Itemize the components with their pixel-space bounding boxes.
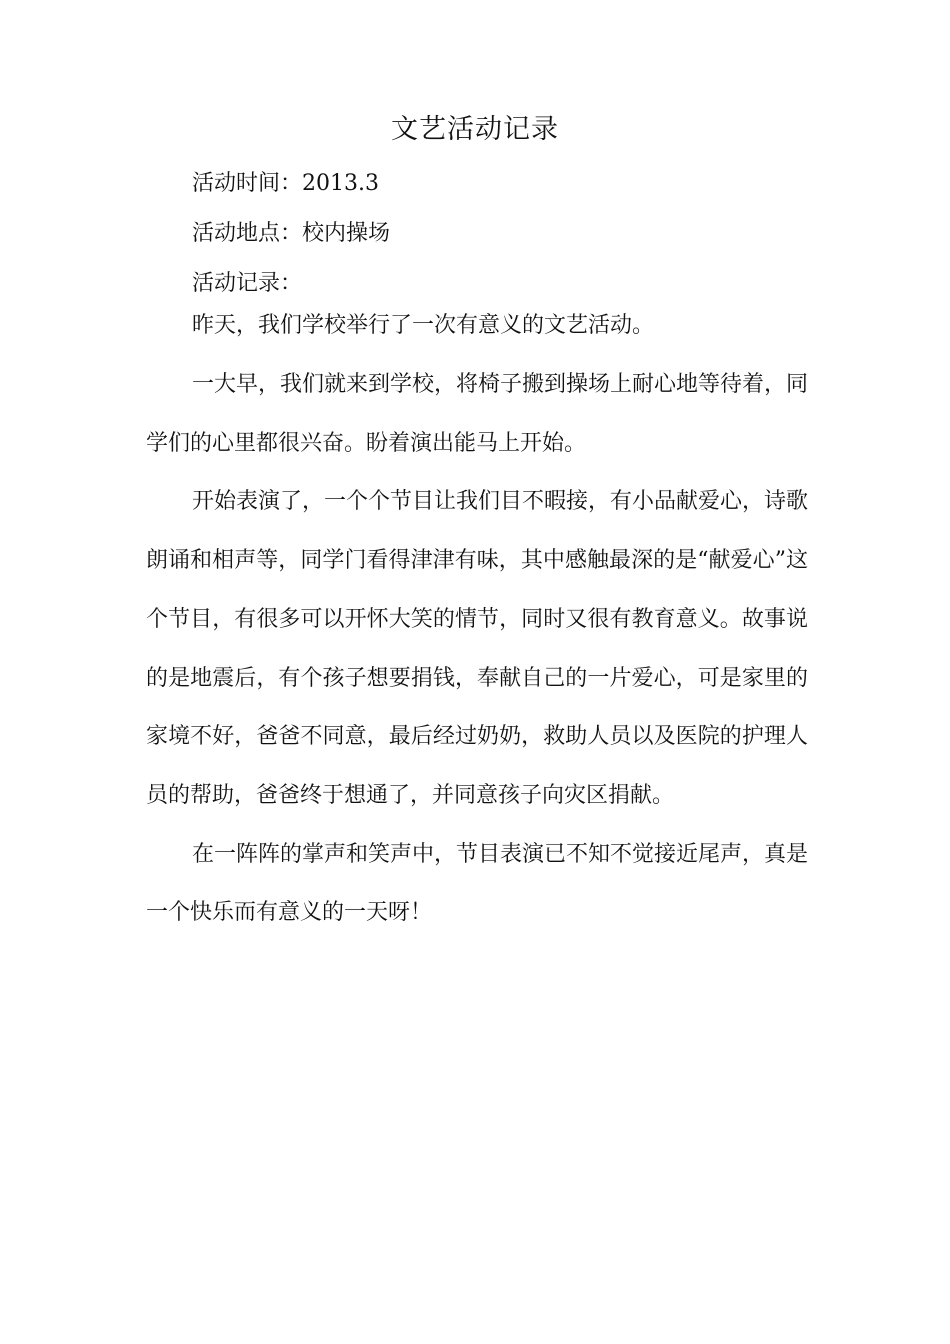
paragraph-performance: 开始表演了，一个个节目让我们目不暇接，有小品献爱心，诗歌朗诵和相声等，同学门看得津津有味，其中感触最深的是“献爱心”这个节目，有很多可以开怀大笑的情节，同时又很有教育意义。故事说的是地震后，有个孩子想要捐钱，奉献自己的一片爱心，可是家里的家境不好，爸爸不同意，最后经过奶奶，救助人员以及医院的护理人员的帮助，爸爸终于想通了，并同意孩子向灾区捐献。 <box>146 489 809 808</box>
activity-time: 活动时间：2013.3 <box>192 171 379 196</box>
record-body <box>146 356 808 943</box>
paragraph-morning: 一大早，我们就来到学校，将椅子搬到操场上耐心地等待着，同学们的心里都很兴奋。盼着演出能马上开始。 <box>146 372 809 456</box>
paragraph-ending: 在一阵阵的掌声和笑声中，节目表演已不知不觉接近尾声，真是一个快乐而有意义的一天呀！ <box>146 841 809 926</box>
activity-record-label: 活动记录： <box>192 271 303 296</box>
activity-place: 活动地点：校内操场 <box>192 221 391 246</box>
paragraph-intro: 昨天，我们学校举行了一次有意义的文艺活动。 <box>192 313 655 338</box>
page-title: 文艺活动记录 <box>391 114 559 145</box>
